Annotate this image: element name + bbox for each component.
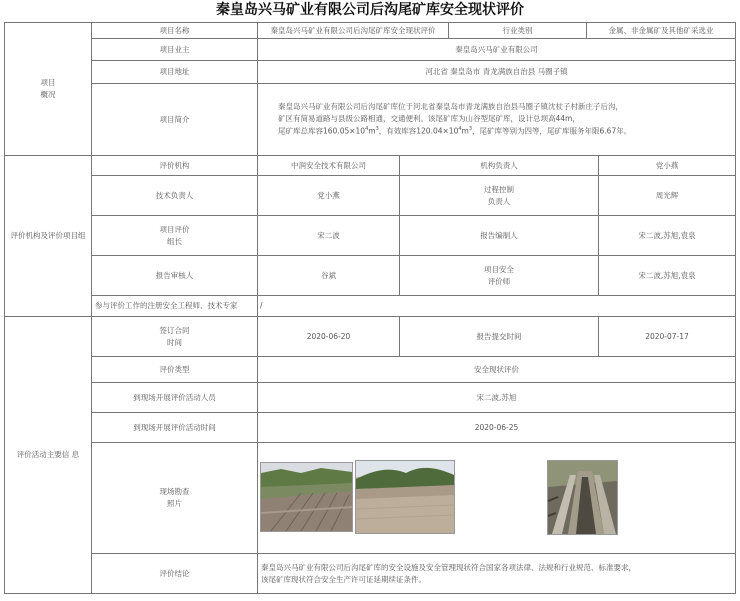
conclusion-line-2: 该尾矿库现状符合安全生产许可证延期续证条件。 [261,574,426,584]
section-activity [4,316,92,594]
intro-line-2: 矿区有简易道路与县级公路相通，交通便利。该尾矿库为山谷型尾矿库，设计总坝高44m， [278,114,580,124]
safety-value: 宋二波,苏旭,袁泉 [598,255,736,296]
owner-value: 秦皇岛兴马矿业有限公司 [257,38,736,61]
site-photo-3 [547,460,618,535]
leader-label: 项目评价 组长 [91,215,258,256]
head-label: 机构负责人 [399,155,599,176]
contract-value: 2020-06-20 [257,316,400,357]
address-value: 河北省 秦皇岛市 青龙满族自治县 马圈子镇 [257,60,736,84]
site-photo-1 [260,462,353,532]
leader-value: 宋二波 [257,215,400,256]
conclusion-label: 评价结论 [91,553,258,594]
staff-label: 到现场开展评价活动人员 [91,382,258,413]
intro-line-3: 尾矿库总库容$160.05\times 10^4m^3$，有效库容$120.04\times 10^4m^3$，尾矿库等别为四等，尾矿库服务年限6.67年。 [278,126,632,136]
conclusion-line-1: 秦皇岛兴马矿业有限公司后沟尾矿库的安全设施及安全管理现状符合国家各项法律、法规和行业规范、标准要求， [261,562,636,572]
staff-value: 宋二波,苏旭 [257,382,736,413]
tech-label: 技术负责人 [91,175,258,216]
time-label: 到现场开展评价活动时间 [91,412,258,443]
section-activity-label: 评价活动主要信 息 [16,450,80,459]
section-overview-label: 项目 概况 [40,78,56,99]
owner-label: 项目业主 [91,38,258,61]
report-label: 报告编制人 [399,215,599,256]
agency-label: 评价机构 [91,155,258,176]
project-name-value: 秦皇岛兴马矿业有限公司后沟尾矿库安全现状评价 [257,22,449,39]
photo-label: 现场勘查 照片 [91,442,258,554]
reviewer-label: 报告审核人 [91,255,258,296]
engineers-label: 参与评价工作的注册安全工程师、技术专家 [91,295,258,317]
safety-label: 项目安全 评价师 [399,255,599,296]
type-label: 评价类型 [91,356,258,383]
intro-value [257,83,736,156]
intro-label: 项目简介 [91,83,258,156]
submit-value: 2020-07-17 [598,316,736,357]
project-name-label: 项目名称 [91,22,258,39]
address-label: 项目地址 [91,60,258,84]
intro-line-1: 秦皇岛兴马矿业有限公司后沟尾矿库位于河北省秦皇岛市青龙满族自治县马圈子镇沈杖子村新庄子后沟， [278,102,623,112]
industry-label: 行业类别 [448,22,587,39]
report-value: 宋二波,苏旭,袁泉 [598,215,736,256]
tech-value: 党小燕 [257,175,400,216]
process-label: 过程控制 负责人 [399,175,599,216]
type-value: 安全现状评价 [257,356,736,383]
engineers-value: / [257,295,736,317]
submit-label: 报告提交时间 [399,316,599,357]
conclusion-value [257,553,736,594]
industry-value: 金属、非金属矿及其他矿采选业 [586,22,736,39]
section-org-label: 评价机构及评价项目组 [10,231,86,240]
section-org [4,155,92,317]
section-overview [4,22,92,156]
reviewer-value: 谷斌 [257,255,400,296]
time-value: 2020-06-25 [257,412,736,443]
contract-label: 签订合同 时间 [91,316,258,357]
agency-value: 中润安全技术有限公司 [257,155,400,176]
head-value: 党小燕 [598,155,736,176]
site-photo-2 [355,460,455,534]
page-title: 秦皇岛兴马矿业有限公司后沟尾矿库安全现状评价 [216,2,524,18]
process-value: 周光辉 [598,175,736,216]
